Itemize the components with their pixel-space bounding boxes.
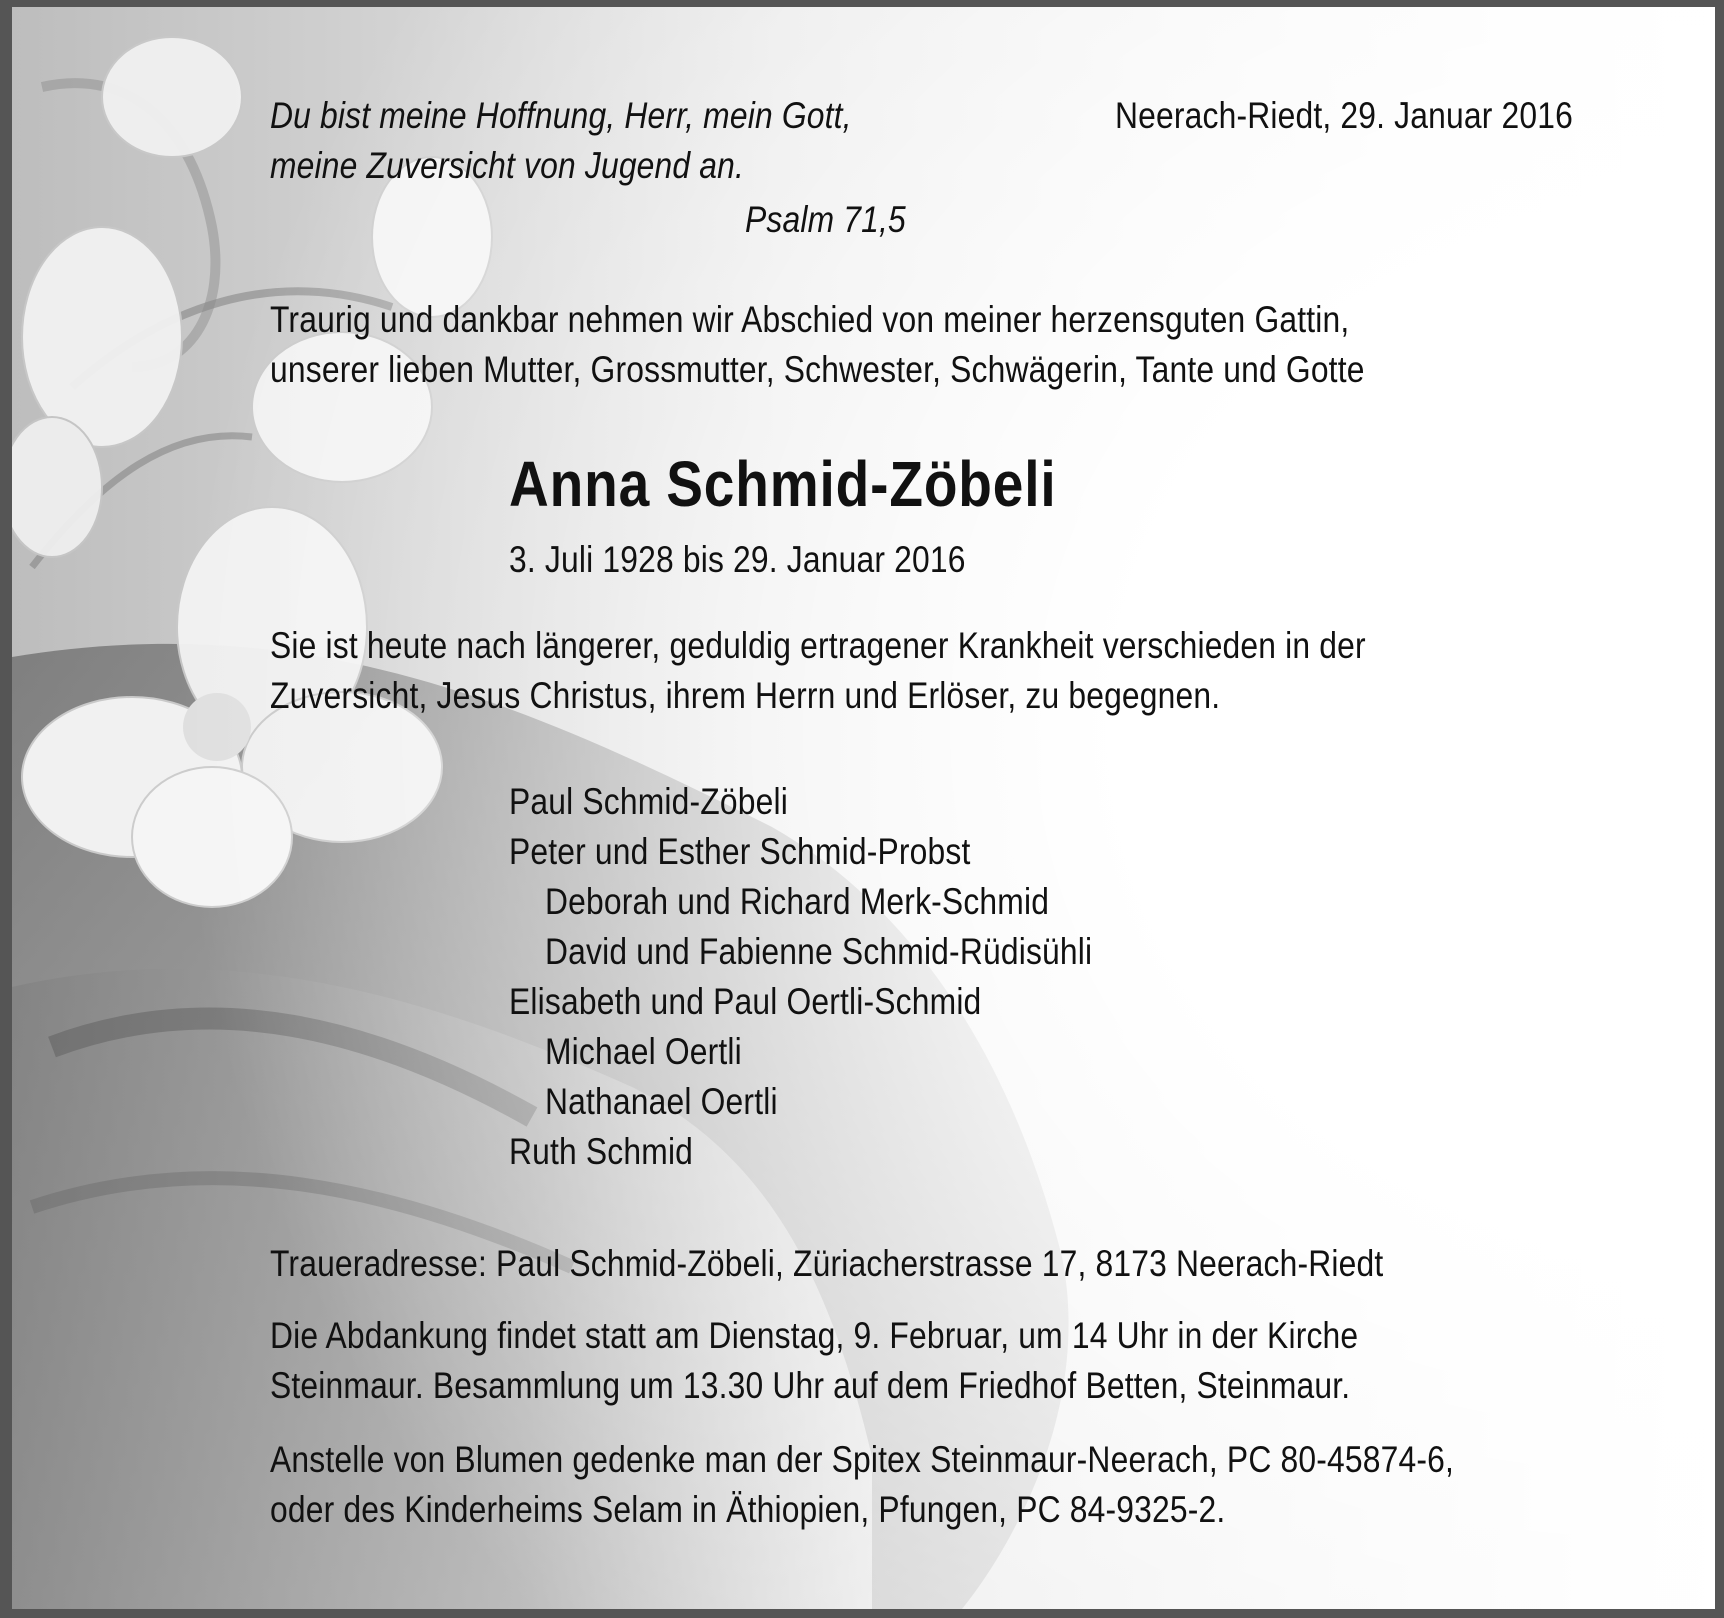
life-dates: 3. Juli 1928 bis 29. Januar 2016 [509,539,966,580]
service-line-2: Steinmaur. Besammlung um 13.30 Uhr auf dem Friedhof Betten, Steinmaur. [270,1365,1351,1406]
mourner-entry: Ruth Schmid [509,1131,694,1172]
donation-line-2: oder des Kinderheims Selam in Äthiopien, Pfungen, PC 84-9325-2. [270,1489,1226,1530]
mourner-entry: Elisabeth und Paul Oertli-Schmid [509,981,982,1022]
place-date: Neerach-Riedt, 29. Januar 2016 [1115,95,1573,136]
mourner-entry: David und Fabienne Schmid-Rüdisühli [545,931,1093,972]
mourner-entry: Michael Oertli [545,1031,742,1072]
message-line-1: Sie ist heute nach längerer, geduldig ertragener Krankheit verschieden in der [270,625,1366,666]
verse-line-1: Du bist meine Hoffnung, Herr, mein Gott, [270,95,852,136]
intro-line-1: Traurig und dankbar nehmen wir Abschied von meiner herzensguten Gattin, [270,299,1350,340]
mourner-entry: Deborah und Richard Merk-Schmid [545,881,1050,922]
mourner-entry: Nathanael Oertli [545,1081,778,1122]
mourner-entry: Paul Schmid-Zöbeli [509,781,788,822]
donation-line-1: Anstelle von Blumen gedenke man der Spitex Steinmaur-Neerach, PC 80-45874-6, [270,1439,1455,1480]
message-line-2: Zuversicht, Jesus Christus, ihrem Herrn und Erlöser, zu begegnen. [270,675,1221,716]
deceased-name: Anna Schmid-Zöbeli [509,448,1057,520]
verse-reference: Psalm 71,5 [745,199,906,240]
intro-line-2: unserer lieben Mutter, Grossmutter, Schwester, Schwägerin, Tante und Gotte [270,349,1365,390]
mourner-entry: Peter und Esther Schmid-Probst [509,831,971,872]
mourning-address: Traueradresse: Paul Schmid-Zöbeli, Züriacherstrasse 17, 8173 Neerach-Riedt [270,1243,1384,1284]
service-line-1: Die Abdankung findet statt am Dienstag, 9. Februar, um 14 Uhr in der Kirche [270,1315,1359,1356]
verse-line-2: meine Zuversicht von Jugend an. [270,145,745,186]
